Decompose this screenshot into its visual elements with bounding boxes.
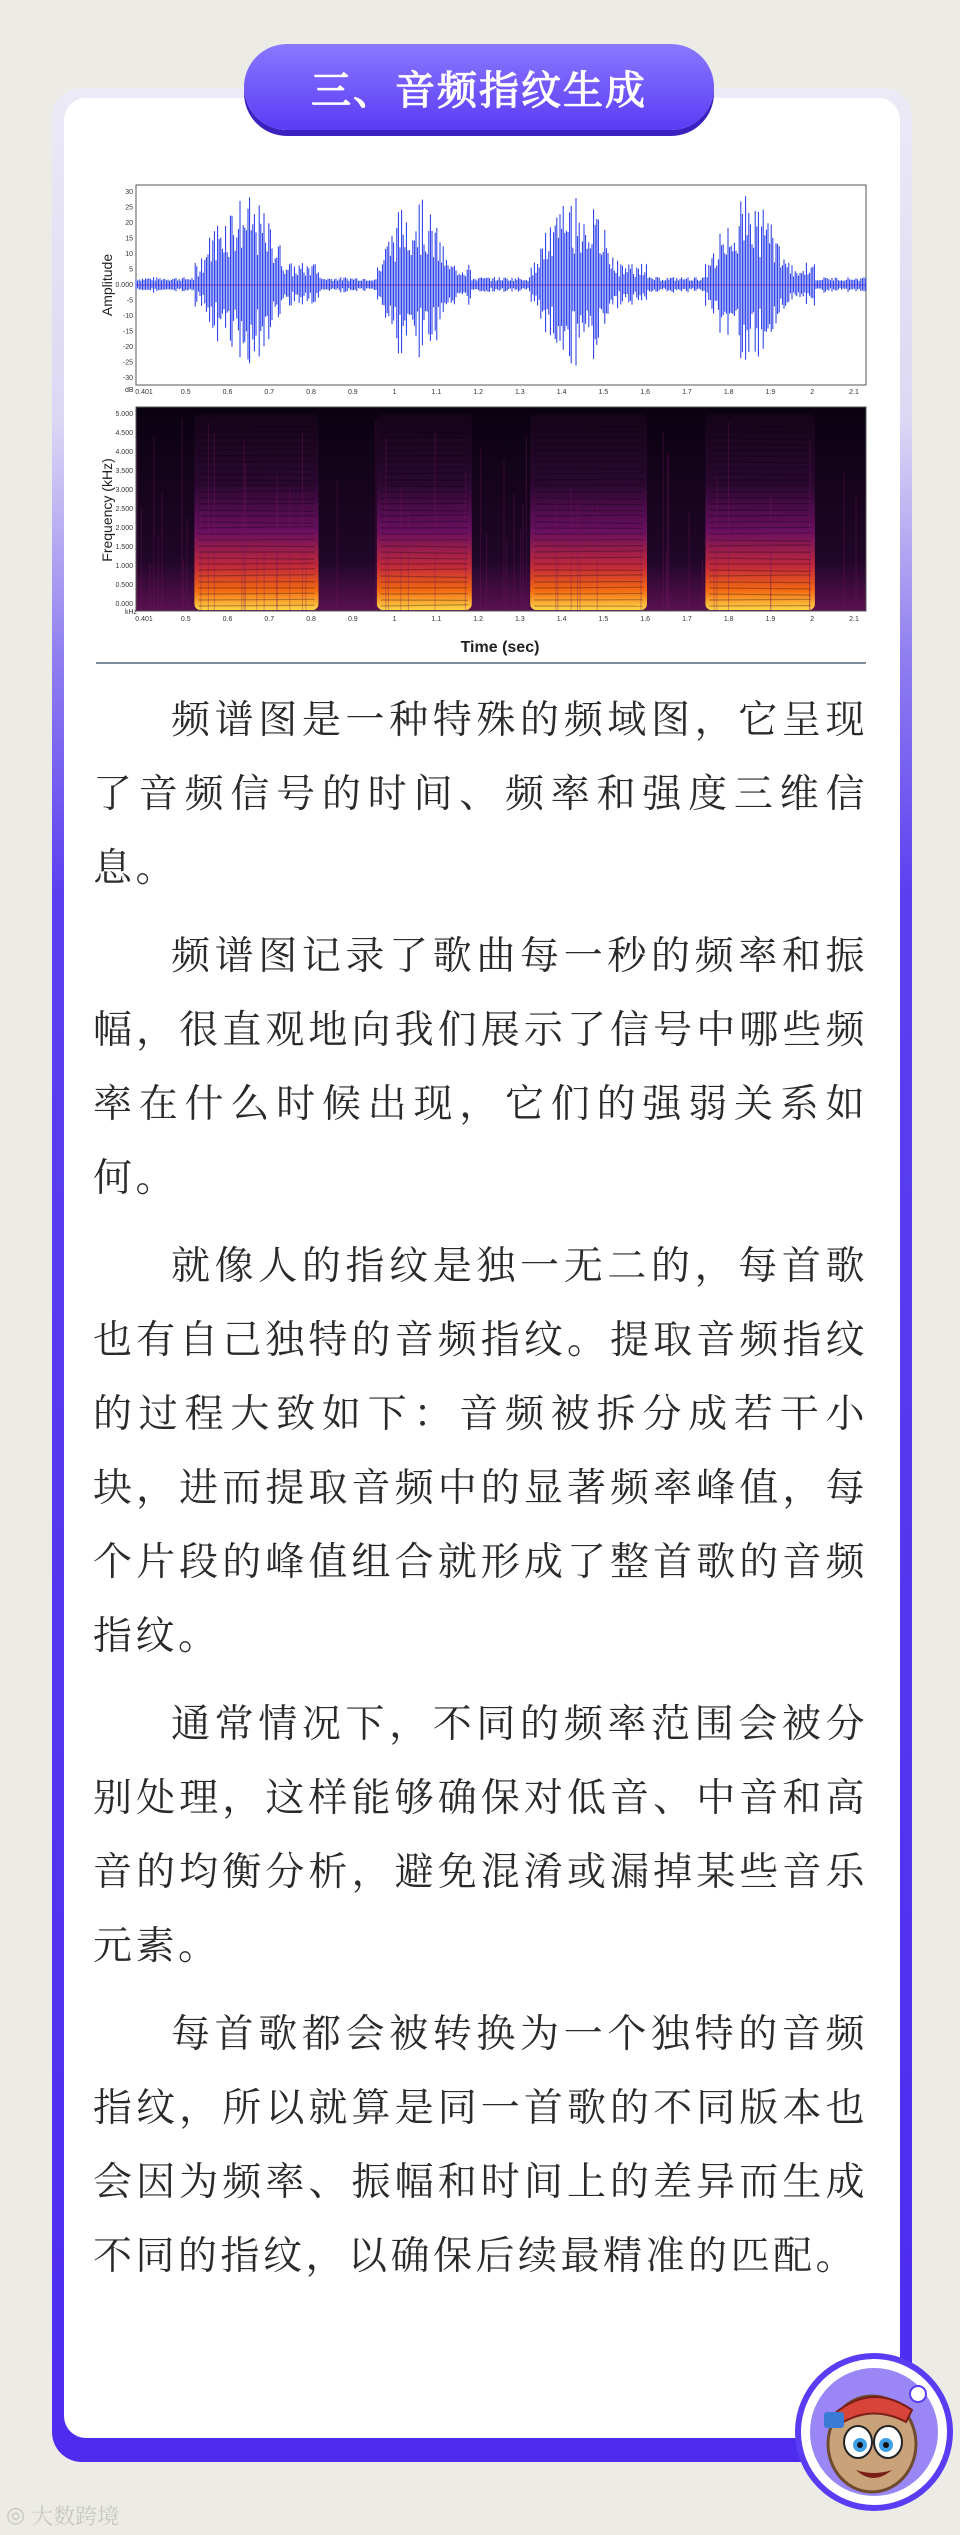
freq-tick-label: 4.000 — [115, 449, 133, 456]
spectrogram-burst — [377, 414, 472, 610]
paragraph: 频谱图是一种特殊的频域图，它呈现了音频信号的时间、频率和强度三维信息。 — [93, 698, 868, 891]
amp-tick-label: 25 — [125, 204, 133, 212]
time-tick-label: 2.1 — [849, 616, 859, 623]
time-tick-label: 0.5 — [180, 389, 191, 396]
time-tick-label: 1.8 — [723, 616, 734, 623]
time-tick-label: 0.401 — [135, 616, 153, 623]
harmonic-band — [709, 431, 811, 432]
frequency-ticks — [115, 411, 133, 608]
frequency-unit: kHz — [125, 609, 138, 616]
harmonic-band — [381, 444, 468, 445]
time-ticks-top — [135, 389, 859, 396]
figure-divider — [96, 662, 866, 664]
waveform-panel — [99, 185, 866, 396]
paragraph: 频谱图记录了歌曲每一秒的频率和振幅，很直观地向我们展示了信号中哪些频率在什么时候出现，它们的强弱关系如何。 — [93, 934, 868, 1201]
amp-tick-label: 5 — [129, 266, 133, 274]
time-tick-label: 1.6 — [640, 389, 651, 396]
time-tick-label: 0.6 — [222, 389, 233, 396]
time-tick-label: 1.9 — [765, 389, 776, 396]
harmonic-band — [381, 503, 468, 504]
time-tick-label: 1.5 — [598, 616, 609, 623]
harmonic-band — [198, 503, 314, 504]
harmonic-band — [534, 510, 643, 511]
time-tick-label: 1.9 — [765, 616, 776, 623]
section-title: 三、音频指纹生成 — [244, 44, 714, 130]
amp-tick-label: 15 — [125, 235, 133, 243]
time-tick-label: 0.9 — [347, 616, 358, 623]
harmonic-band — [534, 504, 643, 505]
time-tick-label: 0.8 — [306, 389, 316, 396]
time-tick-label: 1.4 — [556, 616, 567, 623]
harmonic-band — [709, 582, 811, 583]
freq-tick-label: 0.500 — [115, 582, 133, 589]
harmonic-band — [709, 515, 811, 516]
harmonic-band — [709, 467, 811, 468]
time-tick-label: 0.7 — [264, 389, 275, 396]
time-tick-label: 0.9 — [347, 389, 358, 396]
amp-tick-label: -10 — [122, 313, 133, 320]
freq-tick-label: 1.000 — [115, 563, 133, 570]
harmonic-band — [709, 527, 811, 528]
article-body — [93, 684, 868, 2308]
mascot-avatar — [794, 2352, 954, 2512]
time-tick-label: 2 — [810, 389, 815, 396]
time-tick-label: 1.1 — [431, 616, 442, 623]
harmonic-band — [709, 462, 811, 463]
harmonic-band — [709, 599, 811, 600]
watermark — [6, 2500, 119, 2531]
amp-tick-label: -25 — [122, 359, 133, 367]
paragraph: 每首歌都会被转换为一个独特的音频指纹，所以就算是同一首歌的不同版本也会因为频率、振幅和时间上的差异而生成不同的指纹，以确保后续最精准的匹配。 — [93, 2012, 868, 2279]
time-tick-label: 1.2 — [473, 616, 483, 623]
harmonic-band — [381, 461, 468, 462]
time-tick-label: 1 — [392, 616, 397, 623]
freq-tick-label: 5.000 — [115, 411, 133, 418]
harmonic-band — [534, 587, 643, 588]
time-tick-label: 1.2 — [473, 389, 483, 396]
time-tick-label: 1.4 — [556, 389, 567, 396]
amp-tick-label: -20 — [122, 344, 133, 351]
harmonic-band — [534, 444, 643, 445]
amplitude-ticks — [115, 189, 133, 382]
harmonic-band — [534, 557, 643, 558]
freq-tick-label: 0.000 — [115, 601, 133, 608]
time-tick-label: 1.7 — [682, 616, 692, 623]
harmonic-band — [381, 455, 468, 456]
freq-tick-label: 2.000 — [115, 525, 133, 532]
freq-tick-label: 3.500 — [115, 468, 133, 475]
waveform-ylabel: Amplitude — [99, 253, 115, 317]
spectrogram-burst — [530, 414, 647, 610]
time-tick-label: 0.5 — [180, 616, 191, 623]
time-tick-label: 1.5 — [598, 389, 609, 396]
freq-tick-label: 2.500 — [115, 506, 133, 513]
freq-tick-label: 4.500 — [115, 430, 133, 437]
amp-tick-label: 30 — [125, 189, 133, 196]
time-tick-label: 1.6 — [640, 616, 651, 623]
time-ticks-bottom — [135, 616, 859, 623]
freq-tick-label: 1.500 — [115, 544, 133, 551]
time-tick-label: 1 — [392, 389, 397, 396]
figure-xlabel: Time (sec) — [460, 639, 540, 656]
spectrogram-panel — [99, 407, 866, 623]
time-tick-label: 2 — [810, 616, 815, 623]
amplitude-unit: dB — [125, 387, 134, 394]
time-tick-label: 0.401 — [135, 389, 153, 396]
amp-tick-label: -5 — [126, 297, 133, 305]
waveform-spectrogram-figure — [96, 182, 868, 664]
time-tick-label: 0.7 — [264, 616, 275, 623]
spectrogram-burst — [705, 414, 815, 610]
time-tick-label: 1.7 — [682, 389, 692, 396]
time-tick-label: 0.6 — [222, 616, 233, 623]
watermark-text: 大数跨境 — [31, 2505, 120, 2530]
harmonic-band — [198, 539, 314, 540]
paragraph: 通常情况下，不同的频率范围会被分别处理，这样能够确保对低音、中音和高音的均衡分析，避免混淆或漏掉某些音乐元素。 — [93, 1702, 868, 1969]
amp-tick-label: 0.000 — [115, 282, 133, 289]
paragraph: 就像人的指纹是独一无二的，每首歌也有自己独特的音频指纹。提取音频指纹的过程大致如下：音频被拆分成若干小块，进而提取音频中的显著频率峰值，每个片段的峰值组合就形成了整首歌的音频指纹。 — [93, 1244, 868, 1659]
freq-tick-label: 3.000 — [115, 487, 133, 494]
time-tick-label: 0.8 — [306, 616, 316, 623]
amp-tick-label: 10 — [125, 251, 133, 258]
amp-tick-label: 20 — [125, 220, 133, 227]
amp-tick-label: -30 — [122, 375, 133, 382]
watermark-logo-icon: ◎ — [6, 2503, 26, 2528]
time-tick-label: 1.3 — [515, 616, 525, 623]
time-tick-label: 1.3 — [515, 389, 525, 396]
time-tick-label: 1.1 — [431, 389, 442, 396]
harmonic-band — [709, 588, 811, 589]
time-tick-label: 1.8 — [723, 389, 734, 396]
amp-tick-label: -15 — [122, 328, 133, 336]
time-tick-label: 2.1 — [849, 389, 859, 396]
spectrogram-ylabel: Frequency (kHz) — [99, 458, 115, 562]
